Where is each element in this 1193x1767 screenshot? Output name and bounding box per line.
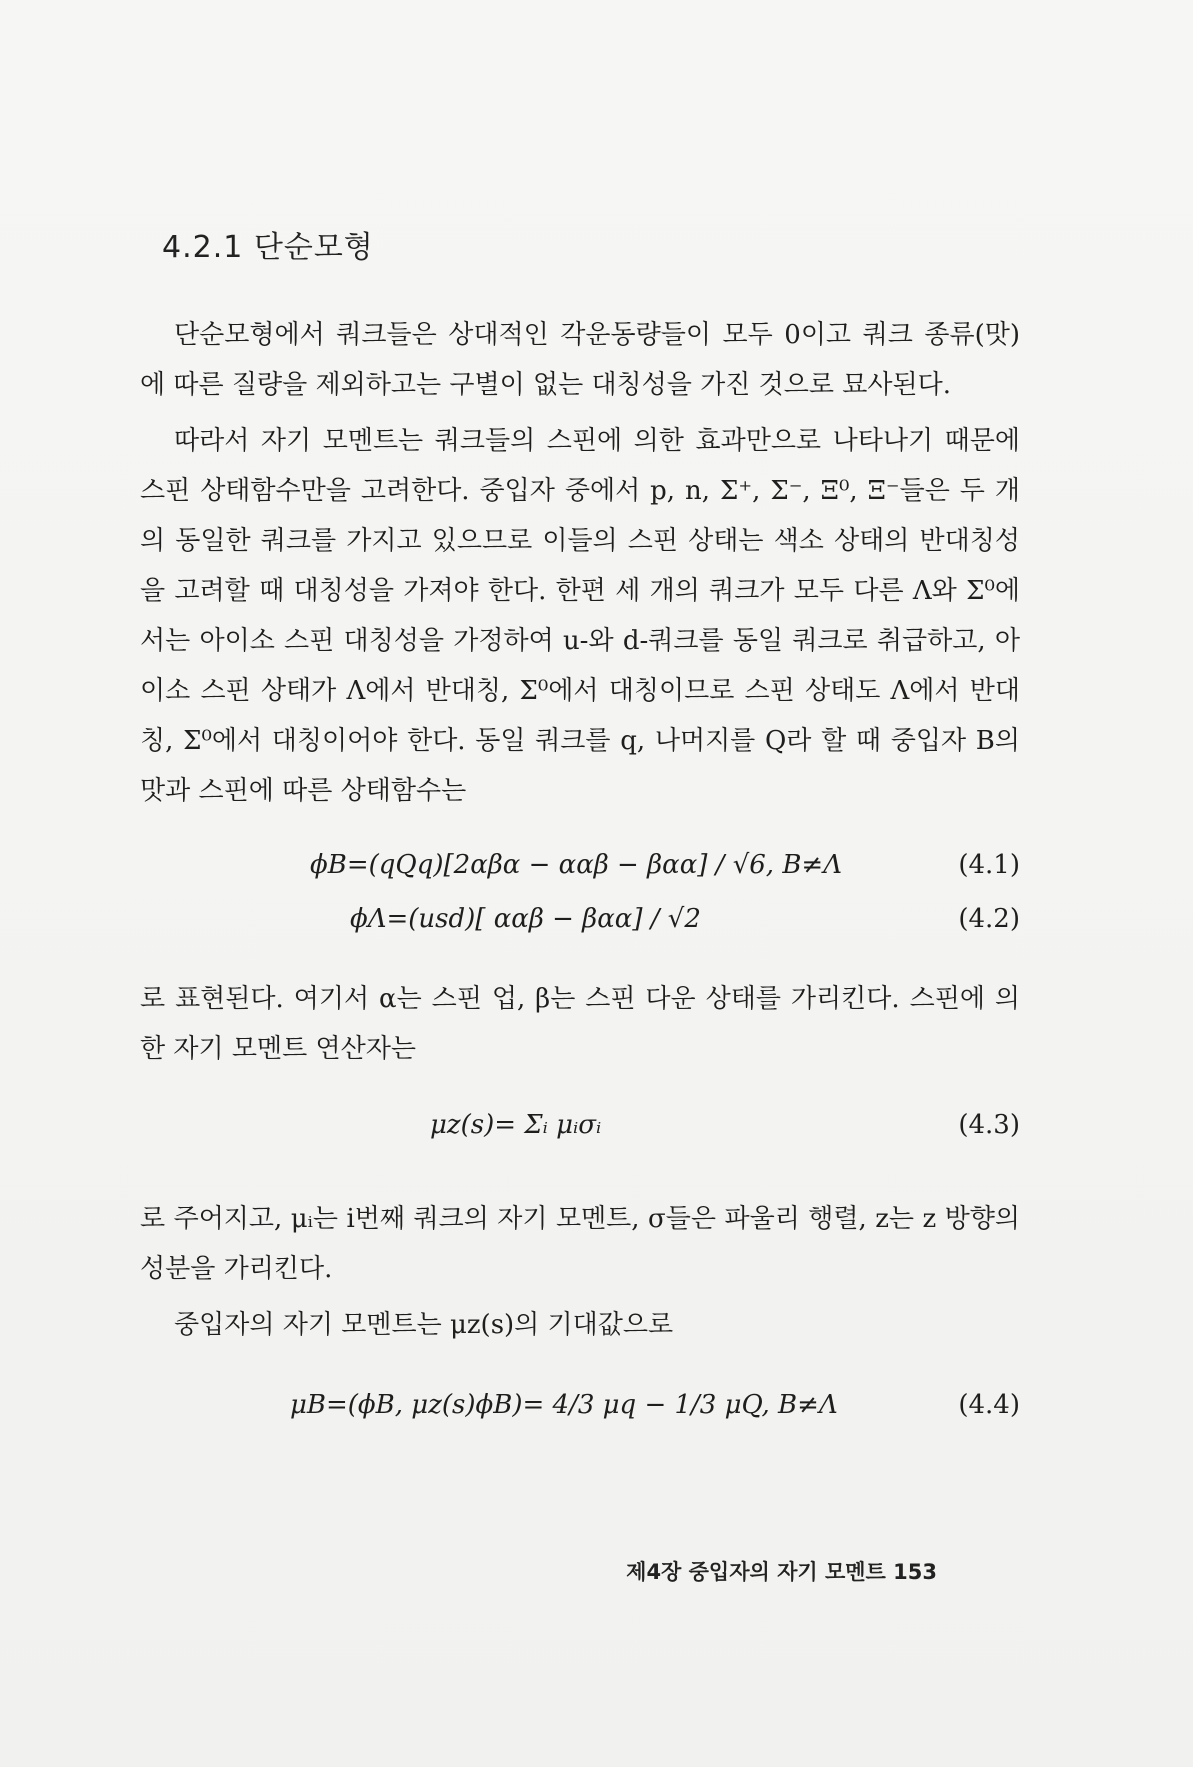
equation-4-3-number: (4.3) [958, 1110, 1020, 1140]
equation-4-2-number: (4.2) [958, 904, 1020, 934]
page-footer: 제4장 중입자의 자기 모멘트 153 [626, 1560, 937, 1584]
equation-4-1-number: (4.1) [958, 850, 1020, 880]
equation-4-3 [140, 1100, 1020, 1170]
equation-group-moment-operator [140, 1100, 1020, 1170]
equation-4-4-number: (4.4) [958, 1390, 1020, 1420]
equation-4-4 [140, 1376, 1020, 1452]
equation-group-state-functions [140, 842, 1020, 950]
equation-4-3-body: μz(s)= Σᵢ μᵢσᵢ [430, 1110, 602, 1140]
equation-4-1-body: ϕB=(qQq)[2αβα − ααβ − βαα] / √6, B≠Λ [310, 850, 842, 880]
equation-4-2-body: ϕΛ=(usd)[ ααβ − βαα] / √2 [350, 904, 701, 934]
equation-group-baryon-moment [140, 1376, 1020, 1452]
paragraph-4: 로 주어지고, μᵢ는 i번째 쿼크의 자기 모멘트, σ들은 파울리 행렬, z는 z 방향의 성분을 가리킨다. [140, 1204, 1020, 1284]
paragraph-3: 로 표현된다. 여기서 α는 스핀 업, β는 스핀 다운 상태를 가리킨다. 스핀에 의한 자기 모멘트 연산자는 [140, 984, 1020, 1064]
page-content [140, 222, 1020, 1476]
equation-4-4-body: μB=(ϕB, μz(s)ϕB)= 4/3 μq − 1/3 μQ, B≠Λ [290, 1390, 838, 1420]
paragraph-2: 따라서 자기 모멘트는 쿼크들의 스핀에 의한 효과만으로 나타나기 때문에 스핀 상태함수만을 고려한다. 중입자 중에서 p, n, Σ⁺, Σ⁻, Ξ⁰, Ξ⁻들은 두 개의 동일한 쿼크를 가지고 있으므로 이들의 스핀 상태는 색소 상태의 반대칭성을 고려할 때 대칭성을 가져야 한다. 한편 세 개의 쿼크가 모두 다른 Λ와 Σ⁰에서는 아이소 스핀 대칭성을 가정하여 u-와 d-쿼크를 동일 쿼크로 취급하고, 아이소 스핀 상태가 Λ에서 반대칭, Σ⁰에서 대칭이므로 스핀 상태도 Λ에서 반대칭, Σ⁰에서 대칭이어야 한다. 동일 쿼크를 q, 나머지를 Q라 할 때 중입자 B의 맛과 스핀에 따른 상태함수는 [140, 426, 1020, 806]
equation-4-1 [140, 842, 1020, 896]
paragraph-1: 단순모형에서 쿼크들은 상대적인 각운동량들이 모두 0이고 쿼크 종류(맛)에 따른 질량을 제외하고는 구별이 없는 대칭성을 가진 것으로 묘사된다. [140, 320, 1020, 400]
paragraph-5: 중입자의 자기 모멘트는 μz(s)의 기대값으로 [174, 1310, 674, 1340]
section-title: 4.2.1 단순모형 [162, 230, 374, 265]
equation-4-2 [140, 896, 1020, 950]
